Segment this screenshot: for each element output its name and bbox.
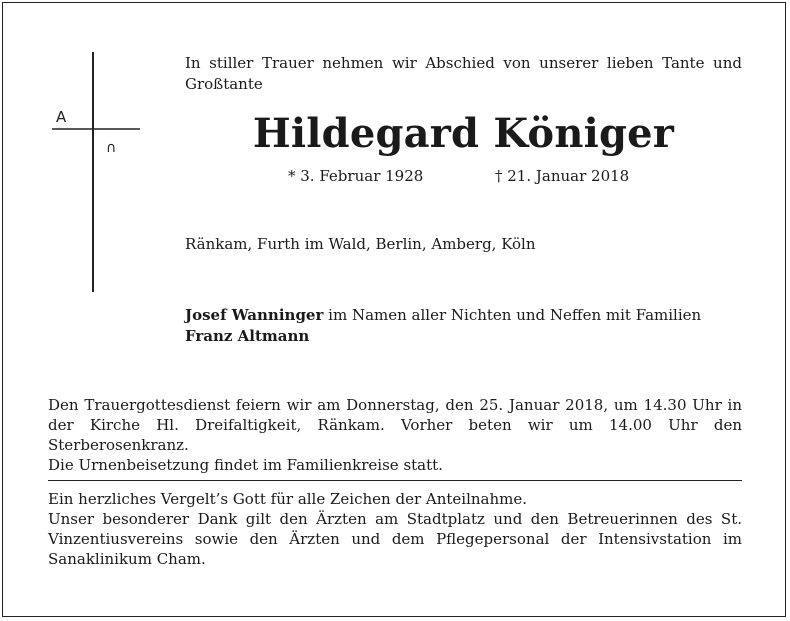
mourners-line-1 [185,305,742,326]
mourners-line-1-rest: im Namen aller Nichten und Neffen mit Familien [323,306,702,324]
burial-text: Die Urnenbeisetzung findet im Familienkreise statt. [48,456,443,474]
places-list: Ränkam, Furth im Wald, Berlin, Amberg, Köln [185,235,536,253]
death-date: † 21. Januar 2018 [495,167,630,185]
mourners-line-2 [185,326,742,347]
birth-date: * 3. Februar 1928 [288,167,424,185]
mourners-block [185,305,742,347]
alpha-symbol: A [56,108,67,126]
omega-symbol: ∩ [106,140,117,156]
thanks-line-2: Unser besonderer Dank gilt den Ärzten am Stadtplatz und den Betreuerinnen des St. Vinzentiusvereins sowie den Ärzten und dem Pflegepersonal der Intensivstation im Sanaklinikum Cham. [48,510,742,568]
life-dates [288,167,629,185]
thanks-block [48,489,742,569]
cross-alpha-omega-icon [52,52,142,292]
mourner-name-1: Josef Wanninger [185,306,324,324]
intro-text: In stiller Trauer nehmen wir Abschied von unserer lieben Tante und Großtante [185,54,742,93]
service-block [48,395,742,475]
thanks-line-1: Ein herzliches Vergelt’s Gott für alle Zeichen der Anteilnahme. [48,490,528,508]
deceased-name: Hildegard Königer [252,110,675,157]
divider [48,480,742,481]
service-text: Den Trauergottesdienst feiern wir am Donnerstag, den 25. Januar 2018, um 14.30 Uhr in der Kirche Hl. Dreifaltigkeit, Ränkam. Vorher beten wir um 14.00 Uhr den Sterberosenkranz. [48,396,742,454]
mourner-name-2: Franz Altmann [185,327,310,345]
